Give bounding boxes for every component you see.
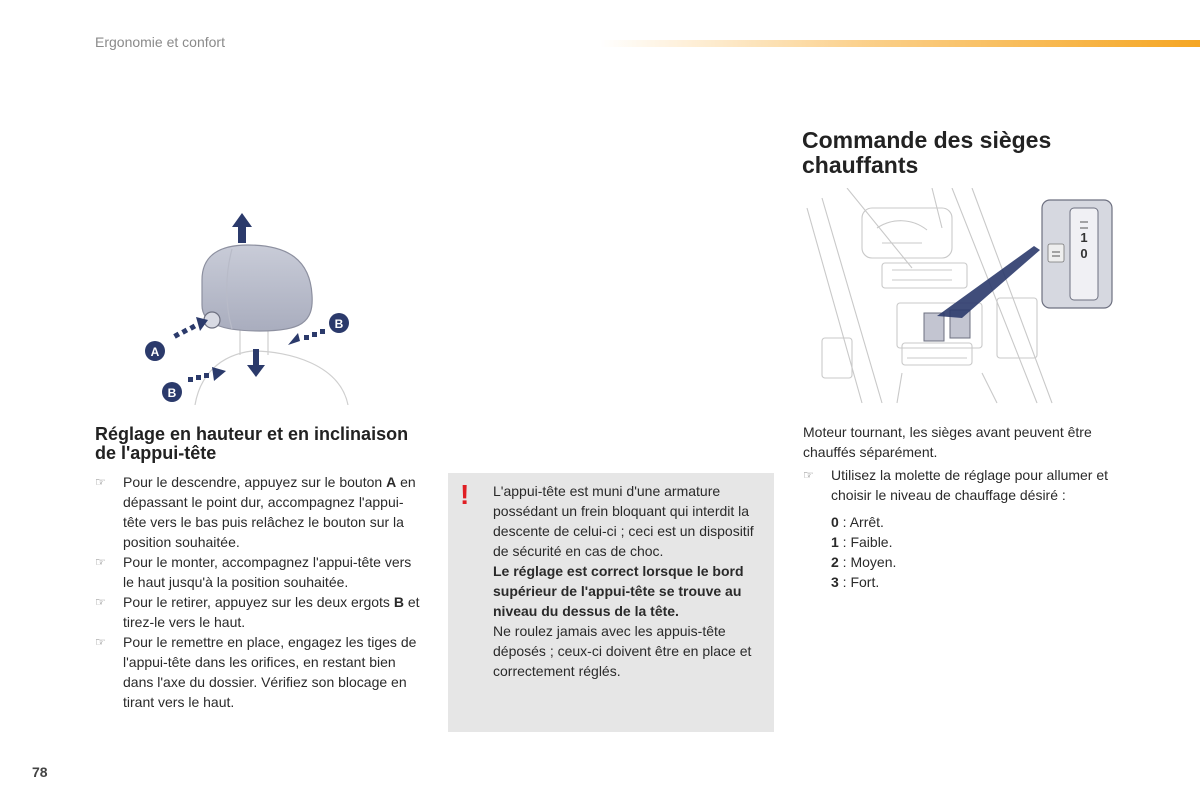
headrest-instructions-list (95, 472, 425, 712)
heating-levels-list (831, 512, 896, 592)
pointing-hand-icon: ☞ (95, 555, 106, 569)
level-item: 0 : Arrêt. (831, 514, 884, 530)
headrest-section-title: Réglage en hauteur et en inclinaison de l'appui-tête (95, 424, 409, 463)
svg-text:1: 1 (1080, 230, 1088, 245)
pointing-hand-icon: ☞ (95, 635, 106, 649)
list-item: ☞ Pour le remettre en place, engagez les tiges de l'appui-tête dans les orifices, en restant bien dans l'axe du dossier. Vérifiez son blocage en tirant vers le haut. (95, 634, 417, 710)
pointing-hand-icon: ☞ (95, 475, 106, 489)
header-accent-bar (600, 40, 1200, 47)
svg-text:A: A (150, 345, 160, 359)
page-number: 78 (32, 764, 48, 780)
center-console-illustration (802, 188, 1120, 406)
label-b-badge (329, 313, 349, 333)
warning-exclamation-icon: ! (460, 479, 470, 510)
list-item: ☞ Pour le monter, accompagnez l'appui-tête vers le haut jusqu'à la position souhaitée. (95, 554, 412, 590)
svg-text:0: 0 (1080, 246, 1088, 261)
level-item: 1 : Faible. (831, 534, 893, 550)
warning-box (448, 473, 774, 732)
arrow-b-right-icon (288, 329, 325, 345)
label-b-badge (162, 382, 182, 402)
level-item: 2 : Moyen. (831, 554, 897, 570)
list-item: ☞ Pour le descendre, appuyez sur le bouton A en dépassant le point dur, accompagnez l'appui-tête vers le bas puis relâchez le bouton sur la position souhaitée. (95, 474, 416, 550)
section-header: Ergonomie et confort (95, 34, 225, 50)
list-item: ☞ Pour le retirer, appuyez sur les deux ergots B et tirez-le vers le haut. (95, 594, 420, 630)
arrow-b-left-icon (188, 367, 226, 382)
arrow-up-icon (232, 213, 252, 243)
heated-seats-instructions (803, 465, 1133, 505)
level-item: 3 : Fort. (831, 574, 880, 590)
heated-seats-intro: Moteur tournant, les sièges avant peuvent être chauffés séparément. (803, 424, 1092, 460)
label-a-badge (145, 341, 165, 361)
arrow-a-icon (173, 317, 208, 339)
svg-text:B: B (334, 317, 344, 331)
pointing-hand-icon: ☞ (95, 595, 106, 609)
arrow-down-icon (247, 349, 265, 377)
pointing-hand-icon: ☞ (803, 468, 814, 482)
headrest-illustration (140, 205, 365, 405)
zoom-callout-lines (937, 246, 1040, 318)
heated-seat-dial-zoom (1042, 200, 1112, 308)
warning-text: L'appui-tête est muni d'une armature possédant un frein bloquant qui interdit la descente de celui-ci ; ceci est un dispositif de sécurité en cas de choc. Le réglage est correct lorsque le bord supérieur de l'appui-tête se trouve au niveau du dessus de la tête. Ne roulez jamais avec les appuis-tête déposés ; ceux-ci doivent être en place et correctement réglés. (493, 483, 754, 679)
list-item: ☞ Utilisez la molette de réglage pour allumer et choisir le niveau de chauffage désiré : (803, 467, 1109, 503)
heated-seats-title: Commande des sièges chauffants (802, 127, 1052, 178)
svg-text:B: B (167, 386, 177, 400)
